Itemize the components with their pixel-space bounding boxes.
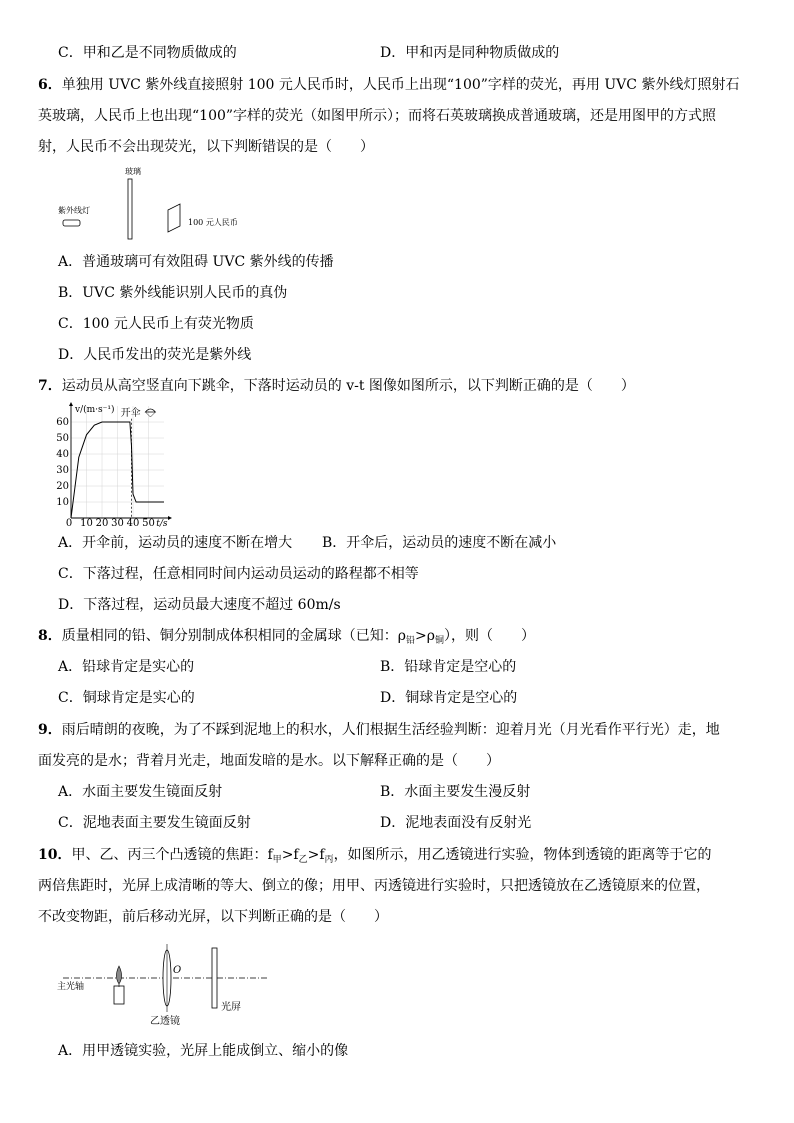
q8-number: 8． xyxy=(38,628,62,644)
principal-axis-label: 主光轴 xyxy=(57,982,85,992)
light-screen-label: 光屏 xyxy=(221,1002,241,1013)
q6-money-label: 100 元人民币 xyxy=(188,218,238,227)
q8-stem-part1: 质量相同的铅、铜分别制成体积相同的金属球（已知：ρ xyxy=(61,628,406,644)
x-tick-label: 0 xyxy=(65,518,73,528)
lens-label: 乙透镜 xyxy=(150,1016,180,1027)
q5-option-d: D．甲和丙是同种物质做成的 xyxy=(380,45,560,61)
q8-option-d: D．铜球肯定是空心的 xyxy=(380,690,518,706)
q6-stem-line3: 射，人民币不会出现荧光，以下判断错误的是（ ） xyxy=(38,139,374,155)
q7-number: 7． xyxy=(38,378,62,394)
q6-uv-lamp xyxy=(63,220,80,226)
rho-subscript-lead: 铅 xyxy=(405,636,415,646)
x-tick-label: 30 xyxy=(111,518,124,528)
y-axis-arrow xyxy=(69,402,73,406)
q7-stem xyxy=(38,376,635,396)
q6-option-a: A．普通玻璃可有效阻碍 UVC 紫外线的传播 xyxy=(58,254,334,270)
q10-stem-part2: ，如图所示，用乙透镜进行实验，物体到透镜的距离等于它的 xyxy=(333,847,712,863)
q6-number: 6． xyxy=(38,77,62,93)
x-axis-label: t/s xyxy=(156,519,168,528)
y-axis-label: v/(m·s⁻¹) xyxy=(75,405,115,415)
parachute-icon xyxy=(145,409,155,417)
q9-number: 9． xyxy=(38,722,62,738)
q10-stem-line1 xyxy=(38,845,712,870)
light-screen xyxy=(212,948,217,1008)
q9-stem-text: 雨后晴朗的夜晚，为了不踩到泥地上的积水，人们根据生活经验判断：迎着月光（月光看作平行光）走，地 xyxy=(61,722,720,738)
q6-option-c: C．100 元人民币上有荧光物质 xyxy=(58,316,254,332)
y-tick-label: 50 xyxy=(56,433,69,444)
q6-lamp-label: 紫外线灯 xyxy=(58,206,90,215)
y-tick-label: 60 xyxy=(56,417,69,428)
q10-gt1: >f xyxy=(281,847,299,863)
y-tick-label: 40 xyxy=(56,449,69,460)
q10-gt2: >f xyxy=(307,847,325,863)
f-subscript-jia: 甲 xyxy=(272,855,282,865)
q7-option-b: B．开伞后，运动员的速度不断在减小 xyxy=(322,535,557,551)
q8-option-c: C．铜球肯定是实心的 xyxy=(58,690,195,706)
q6-option-d: D．人民币发出的荧光是紫外线 xyxy=(58,347,252,363)
q10-lens-figure xyxy=(55,940,285,1032)
q7-option-a: A．开伞前，运动员的速度不断在增大 xyxy=(58,535,293,551)
q6-glass-plate xyxy=(128,179,132,239)
q9-stem-line2: 面发亮的是水；背着月光走，地面发暗的是水。以下解释正确的是（ ） xyxy=(38,753,500,769)
q6-banknote xyxy=(168,204,180,232)
q6-stem-text: 单独用 UVC 紫外线直接照射 100 元人民币时，人民币上出现“100”字样的荧光，再用 UVC 紫外线灯照射石 xyxy=(61,77,740,93)
optical-center-label: O xyxy=(173,965,182,976)
x-tick-label: 40 xyxy=(126,518,140,528)
q10-stem-line3: 不改变物距，前后移动光屏，以下判断正确的是（ ） xyxy=(38,909,388,925)
parachute-annotation: 开伞 xyxy=(120,408,141,419)
q10-stem-part1: 甲、乙、丙三个凸透镜的焦距：f xyxy=(71,847,273,863)
q8-option-b: B．铅球肯定是空心的 xyxy=(380,659,517,675)
q10-stem-line2: 两倍焦距时，光屏上成清晰的等大、倒立的像；用甲、丙透镜进行实验时，只把透镜放在乙透镜原来的位置， xyxy=(38,878,710,894)
f-subscript-bing: 丙 xyxy=(324,855,334,865)
f-subscript-yi: 乙 xyxy=(298,855,308,865)
y-tick-label: 30 xyxy=(56,465,69,476)
q8-stem xyxy=(38,626,535,651)
rho-subscript-copper: 铜 xyxy=(434,636,444,646)
q6-stem-line1 xyxy=(38,75,739,95)
q9-option-b: B．水面主要发生漫反射 xyxy=(380,784,531,800)
q8-option-a: A．铅球肯定是实心的 xyxy=(58,659,195,675)
x-tick-label: 10 xyxy=(80,518,93,528)
x-tick-label: 20 xyxy=(95,518,109,528)
q6-figure xyxy=(55,164,255,244)
q6-stem-line2: 英玻璃，人民币上也出现“100”字样的荧光（如图甲所示）；而将石英玻璃换成普通玻璃，还是用图甲的方式照 xyxy=(38,108,717,124)
q10-number: 10． xyxy=(38,847,72,863)
y-tick-label: 20 xyxy=(56,481,69,492)
candle-icon xyxy=(114,966,124,1004)
x-tick-label: 50 xyxy=(142,518,155,528)
q6-glass-label: 玻璃 xyxy=(125,167,141,176)
q9-option-d: D．泥地表面没有反射光 xyxy=(380,815,532,831)
q7-stem-text: 运动员从高空竖直向下跳伞，下落时运动员的 v-t 图像如图所示，以下判断正确的是（ ） xyxy=(61,378,635,394)
q9-option-c: C．泥地表面主要发生镜面反射 xyxy=(58,815,251,831)
q7-option-d: D．下落过程，运动员最大速度不超过 60m/s xyxy=(58,597,341,613)
q9-option-a: A．水面主要发生镜面反射 xyxy=(58,784,223,800)
q10-option-a: A．用甲透镜实验，光屏上能成倒立、缩小的像 xyxy=(58,1043,349,1059)
q7-option-c: C．下落过程，任意相同时间内运动员运动的路程都不相等 xyxy=(58,566,419,582)
q5-option-c: C．甲和乙是不同物质做成的 xyxy=(58,45,237,61)
q8-stem-part2: ），则（ ） xyxy=(443,628,535,644)
q8-compare: >ρ xyxy=(415,628,435,644)
x-axis-arrow xyxy=(168,516,172,520)
q6-option-b: B．UVC 紫外线能识别人民币的真伪 xyxy=(58,285,288,301)
y-tick-label: 10 xyxy=(56,497,69,508)
q9-stem-line1 xyxy=(38,720,720,740)
q7-vt-chart xyxy=(55,400,195,528)
